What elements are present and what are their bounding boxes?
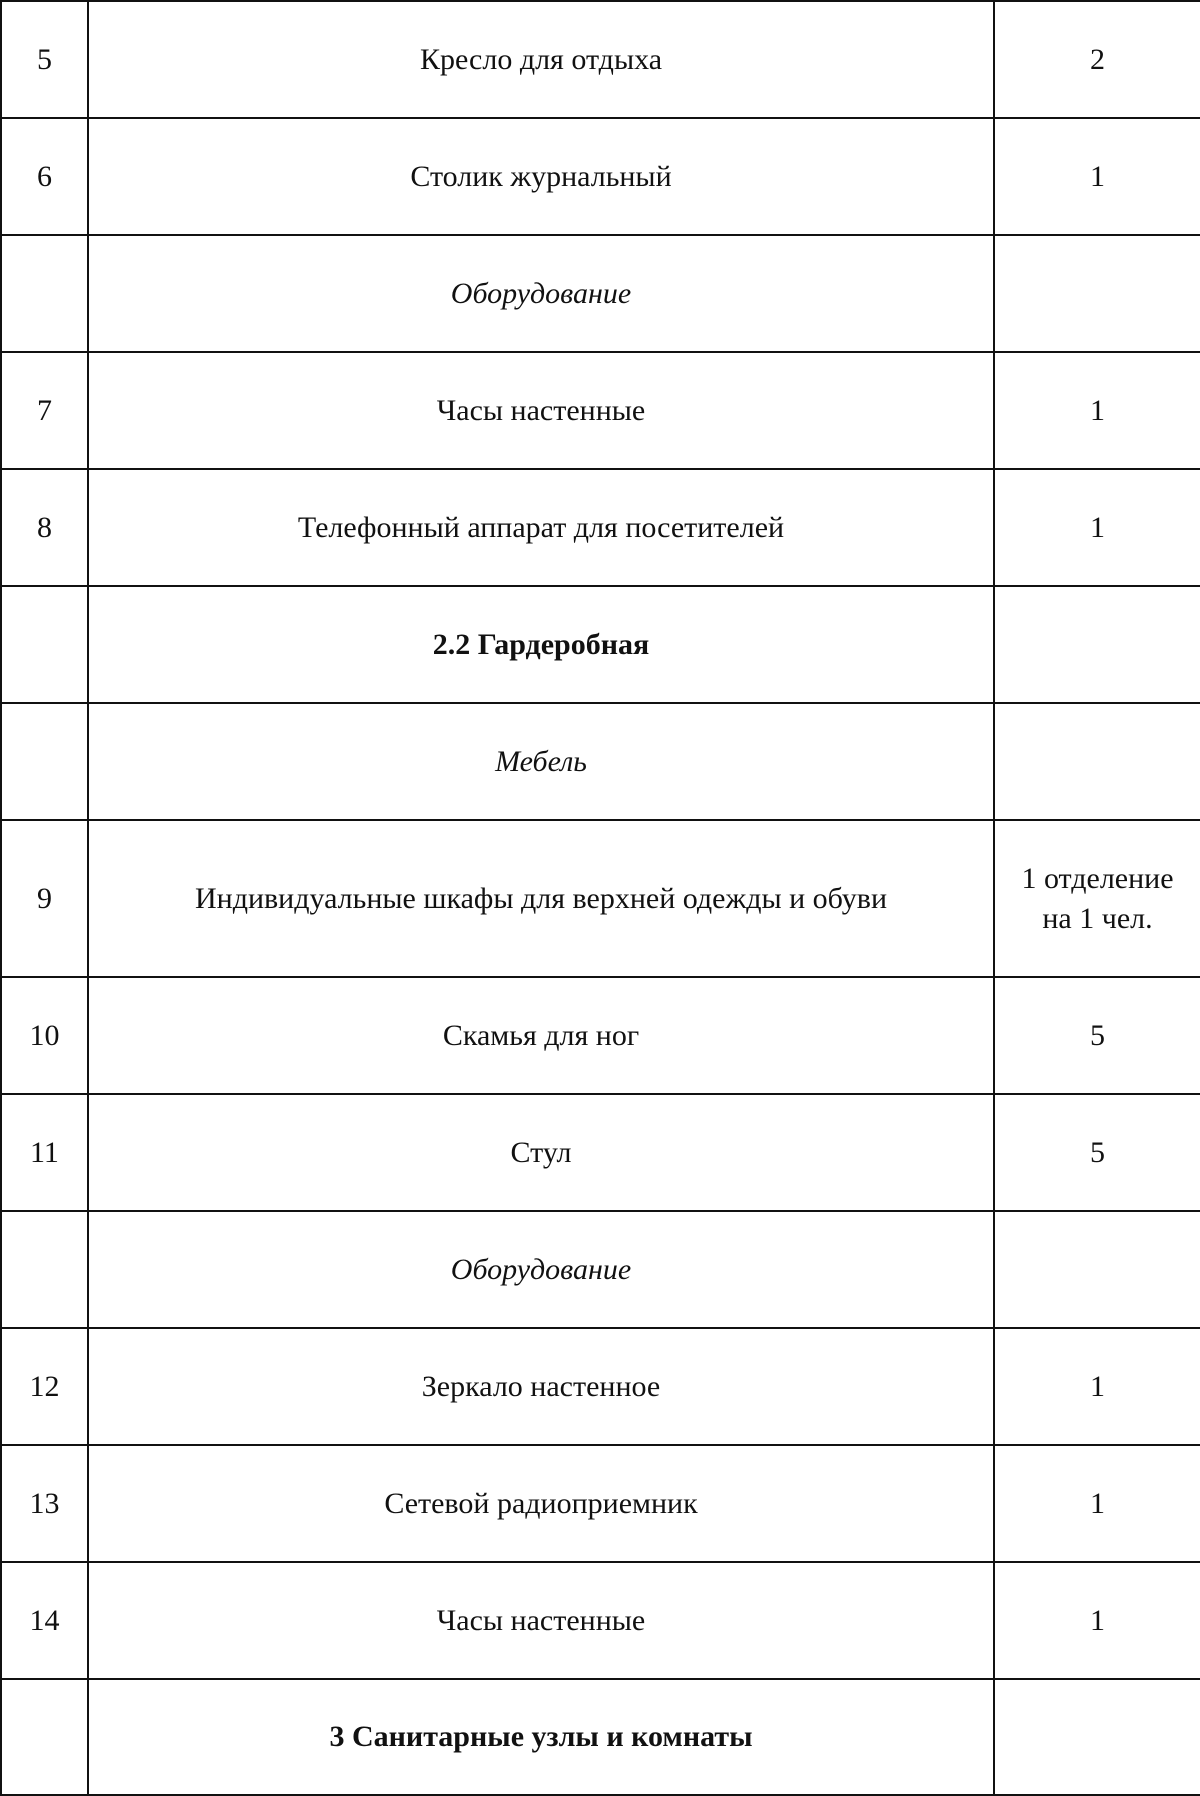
quantity-cell: 1	[994, 118, 1200, 235]
section-title: 2.2 Гардеробная	[88, 586, 994, 703]
row-number-cell	[1, 586, 88, 703]
item-name-cell: Часы настенные	[88, 352, 994, 469]
section-row	[1, 586, 1200, 703]
quantity-line-1: 1 отделение	[1021, 861, 1174, 895]
table-row	[1, 1328, 1200, 1445]
quantity-cell	[994, 1211, 1200, 1328]
quantity-cell: 1	[994, 1562, 1200, 1679]
row-number-cell: 10	[1, 977, 88, 1094]
row-number-cell: 9	[1, 820, 88, 977]
quantity-cell	[994, 235, 1200, 352]
quantity-cell	[994, 820, 1200, 977]
item-name-cell: Телефонный аппарат для посетителей	[88, 469, 994, 586]
table-row	[1, 118, 1200, 235]
table-row	[1, 352, 1200, 469]
table-row	[1, 1445, 1200, 1562]
table-row	[1, 1, 1200, 118]
subheader-row	[1, 235, 1200, 352]
row-number-cell	[1, 235, 88, 352]
row-number-cell: 8	[1, 469, 88, 586]
quantity-cell: 5	[994, 977, 1200, 1094]
item-name-cell: Столик журнальный	[88, 118, 994, 235]
quantity-cell: 1	[994, 469, 1200, 586]
row-number-cell: 12	[1, 1328, 88, 1445]
table-row	[1, 820, 1200, 977]
item-name-cell: Сетевой радиоприемник	[88, 1445, 994, 1562]
subheader-label: Оборудование	[88, 1211, 994, 1328]
subheader-row	[1, 703, 1200, 820]
item-name-cell: Зеркало настенное	[88, 1328, 994, 1445]
item-name-cell: Кресло для отдыха	[88, 1, 994, 118]
quantity-cell	[994, 703, 1200, 820]
quantity-cell	[994, 586, 1200, 703]
subheader-label: Оборудование	[88, 235, 994, 352]
row-number-cell: 6	[1, 118, 88, 235]
item-name-cell: Часы настенные	[88, 1562, 994, 1679]
section-title: 3 Санитарные узлы и комнаты	[88, 1679, 994, 1795]
quantity-cell: 2	[994, 1, 1200, 118]
subheader-row	[1, 1211, 1200, 1328]
row-number-cell	[1, 1211, 88, 1328]
row-number-cell: 7	[1, 352, 88, 469]
row-number-cell	[1, 1679, 88, 1795]
quantity-cell	[994, 1679, 1200, 1795]
quantity-cell: 1	[994, 352, 1200, 469]
section-row	[1, 1679, 1200, 1795]
subheader-label: Мебель	[88, 703, 994, 820]
item-name-cell: Скамья для ног	[88, 977, 994, 1094]
row-number-cell: 14	[1, 1562, 88, 1679]
quantity-cell: 1	[994, 1445, 1200, 1562]
row-number-cell: 11	[1, 1094, 88, 1211]
row-number-cell	[1, 703, 88, 820]
item-name-cell: Стул	[88, 1094, 994, 1211]
quantity-line-2: на 1 чел.	[1042, 901, 1153, 935]
table-row	[1, 1562, 1200, 1679]
item-name-cell: Индивидуальные шкафы для верхней одежды и обуви	[88, 820, 994, 977]
row-number-cell: 5	[1, 1, 88, 118]
table-row	[1, 469, 1200, 586]
table-row	[1, 977, 1200, 1094]
quantity-cell: 1	[994, 1328, 1200, 1445]
row-number-cell: 13	[1, 1445, 88, 1562]
quantity-cell: 5	[994, 1094, 1200, 1211]
table-row	[1, 1094, 1200, 1211]
